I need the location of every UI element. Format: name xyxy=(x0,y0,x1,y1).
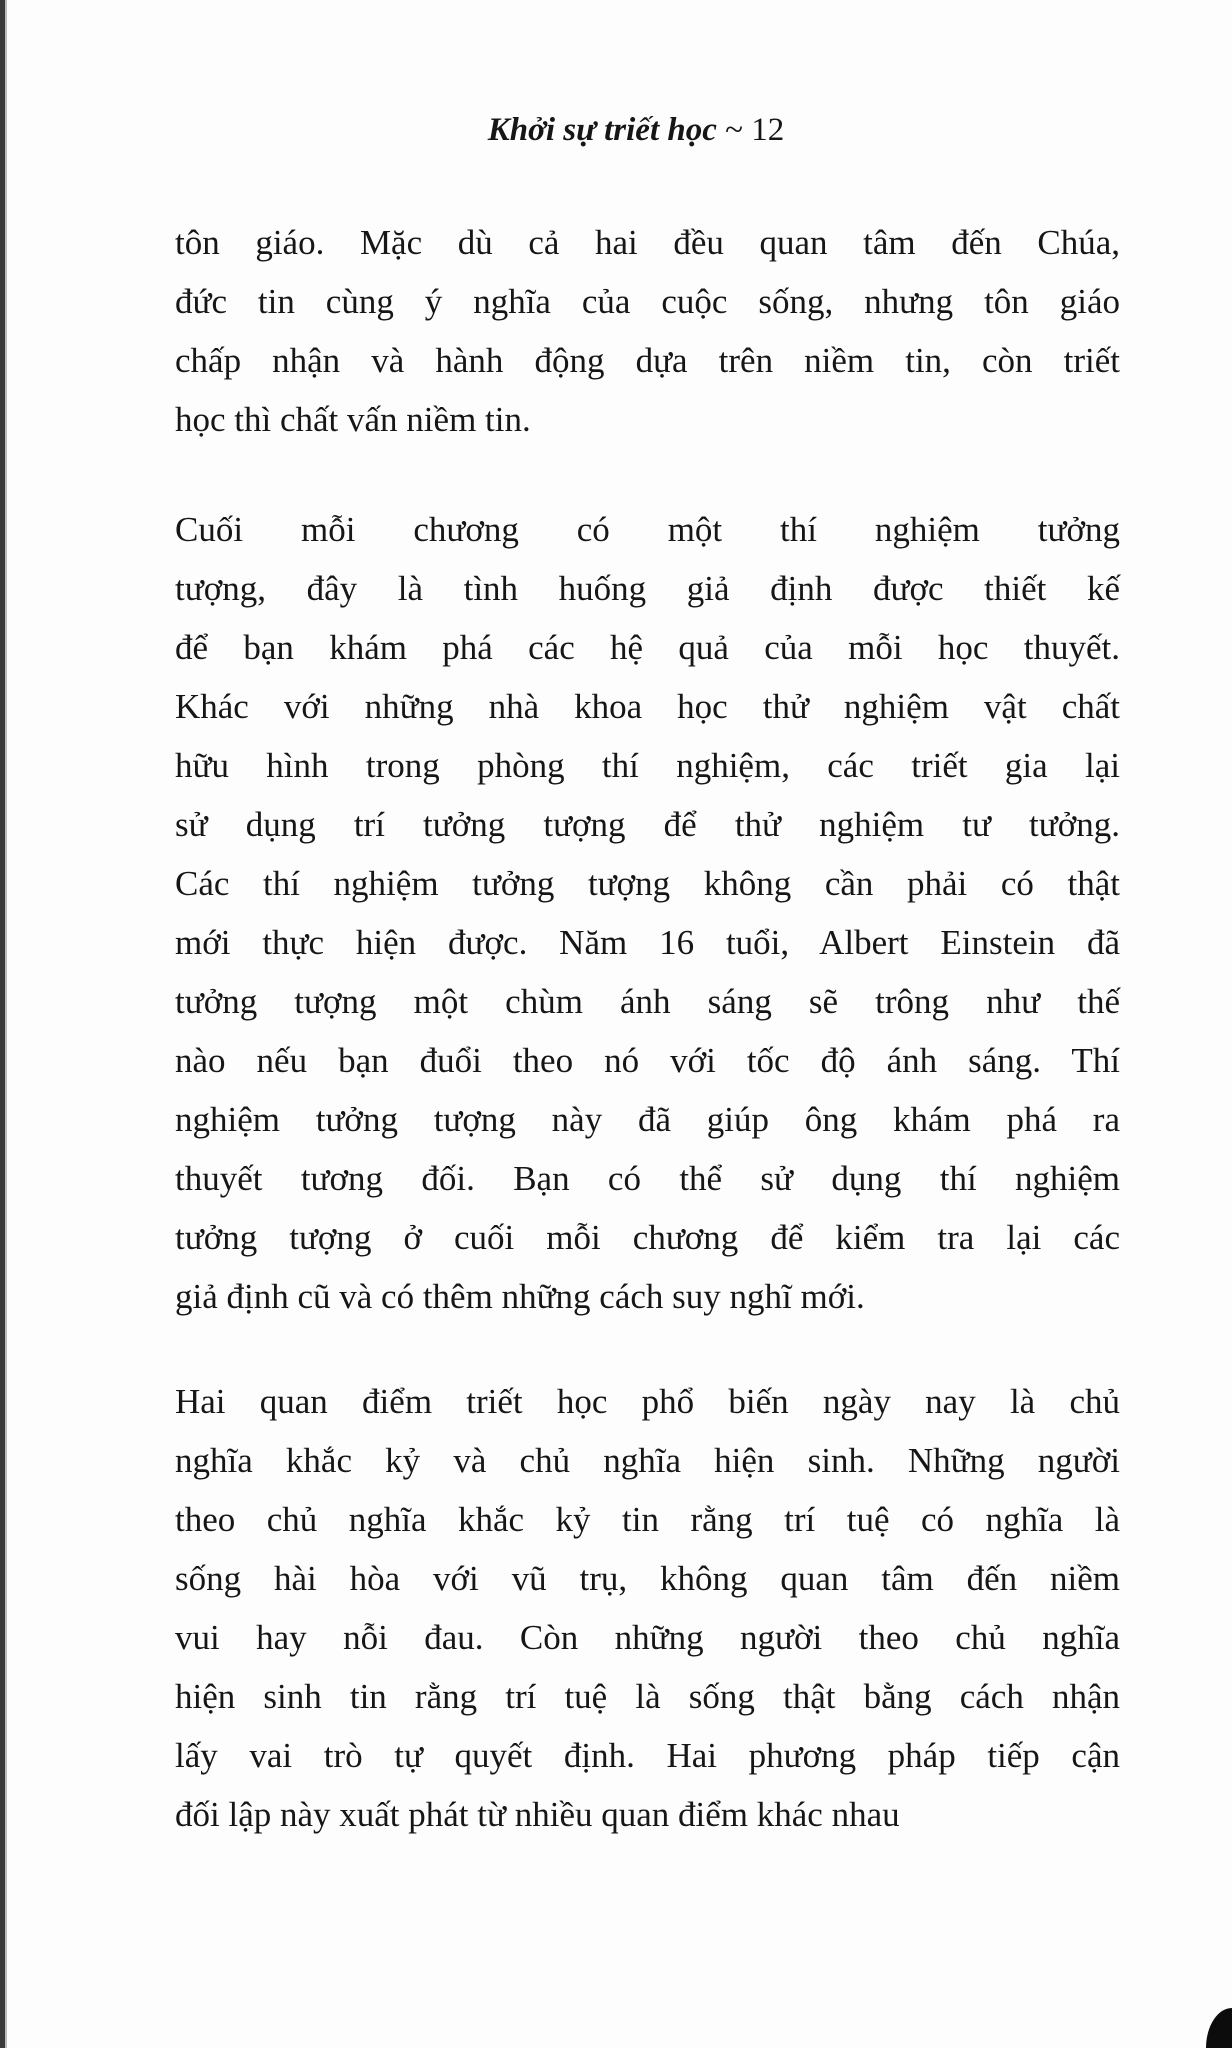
text-line: hữu hình trong phòng thí nghiệm, các triết gia lại xyxy=(175,746,1120,785)
text-line: theo chủ nghĩa khắc kỷ tin rằng trí tuệ có nghĩa là xyxy=(175,1500,1120,1539)
text-line: học thì chất vấn niềm tin. xyxy=(175,400,531,439)
running-header xyxy=(0,112,1232,149)
text-line: vui hay nỗi đau. Còn những người theo chủ nghĩa xyxy=(175,1618,1120,1657)
paragraph-religion xyxy=(175,213,1120,449)
text-line: đối lập này xuất phát từ nhiều quan điểm khác nhau xyxy=(175,1795,900,1834)
text-line: tưởng tượng một chùm ánh sáng sẽ trông như thế xyxy=(175,982,1120,1021)
text-line: nào nếu bạn đuổi theo nó với tốc độ ánh sáng. Thí xyxy=(175,1041,1120,1080)
text-line: Hai quan điểm triết học phổ biến ngày nay là chủ xyxy=(175,1382,1120,1421)
text-line: lấy vai trò tự quyết định. Hai phương pháp tiếp cận xyxy=(175,1736,1120,1775)
text-line: nghiệm tưởng tượng này đã giúp ông khám phá ra xyxy=(175,1100,1120,1139)
book-title: Khởi sự triết học xyxy=(487,112,717,148)
page-corner-shadow xyxy=(1206,2008,1232,2048)
text-line: sử dụng trí tưởng tượng để thử nghiệm tư tưởng. xyxy=(175,805,1120,844)
header-separator: ~ xyxy=(725,112,743,148)
text-line: tượng, đây là tình huống giả định được thiết kế xyxy=(175,569,1120,608)
paragraph-thought-experiments xyxy=(175,500,1120,1326)
text-line: Các thí nghiệm tưởng tượng không cần phải có thật xyxy=(175,864,1120,903)
text-line: nghĩa khắc kỷ và chủ nghĩa hiện sinh. Những người xyxy=(175,1441,1120,1480)
paragraph-stoicism-existentialism xyxy=(175,1372,1120,1844)
text-line: để bạn khám phá các hệ quả của mỗi học thuyết. xyxy=(175,628,1120,667)
text-line: thuyết tương đối. Bạn có thể sử dụng thí nghiệm xyxy=(175,1159,1120,1198)
page-edge-shadow xyxy=(5,0,7,2048)
text-line: đức tin cùng ý nghĩa của cuộc sống, nhưng tôn giáo xyxy=(175,282,1120,321)
text-line: giả định cũ và có thêm những cách suy nghĩ mới. xyxy=(175,1277,865,1316)
text-line: tôn giáo. Mặc dù cả hai đều quan tâm đến Chúa, xyxy=(175,223,1120,262)
text-line: Khác với những nhà khoa học thử nghiệm vật chất xyxy=(175,687,1120,726)
text-line: Cuối mỗi chương có một thí nghiệm tưởng xyxy=(175,510,1120,549)
text-line: chấp nhận và hành động dựa trên niềm tin, còn triết xyxy=(175,341,1120,380)
text-line: mới thực hiện được. Năm 16 tuổi, Albert Einstein đã xyxy=(175,923,1120,962)
page-number: 12 xyxy=(751,112,785,148)
text-line: hiện sinh tin rằng trí tuệ là sống thật bằng cách nhận xyxy=(175,1677,1120,1716)
text-line: sống hài hòa với vũ trụ, không quan tâm đến niềm xyxy=(175,1559,1120,1598)
text-line: tưởng tượng ở cuối mỗi chương để kiểm tra lại các xyxy=(175,1218,1120,1257)
